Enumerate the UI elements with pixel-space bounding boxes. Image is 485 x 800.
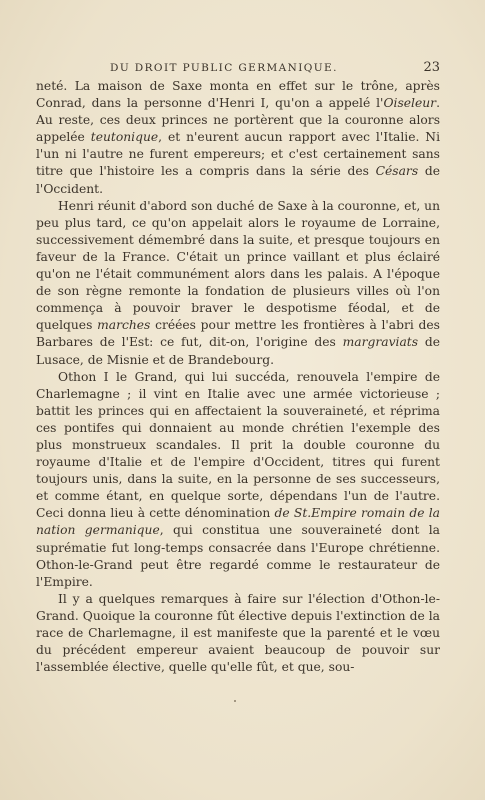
italic-text: de St.Empire romain de la nation germanique: [36, 506, 440, 538]
italic-text: Oiseleur: [383, 96, 437, 111]
italic-text: marches: [97, 318, 151, 333]
text-run: Henri réunit d'abord son duché de Saxe à la couronne, et, un peu plus tard, ce qu'on appelait alors le royaume de Lorraine, successivement démembré dans la suite, et presque toujours en faveur de la France. C'était un prince vaillant et plus éclairé qu'on ne l'était communément alors dans les palais. A l'époque de son règne remonte la fondation de plusieurs villes où l'on commença à pouvoir braver le despotisme féodal, et de quelques: [36, 198, 440, 333]
paragraph: [36, 591, 440, 676]
text-run: de l'Occident.: [36, 164, 440, 196]
text-run: neté. La maison de Saxe monta en effet sur le trône, après Conrad, dans la personne d'Henri I, qu'on a appelé l': [36, 79, 440, 111]
text-run: . Au reste, ces deux princes ne portèrent que la couronne alors appelée: [36, 96, 440, 145]
text-run: , qui constitua une souveraineté dont la suprématie fut long-temps consacrée dans l'Europe chrétienne. Othon-le-Grand peut être regardé comme le restaurateur de l'Empire.: [36, 523, 440, 589]
paragraph: [36, 78, 440, 198]
text-run: Il y a quelques remarques à faire sur l'élection d'Othon-le-Grand. Quoique la couronne fût élective depuis l'extinction de la race de Charlemagne, il est manifeste que la parenté et le vœu du précédent empereur avaient beaucoup de pouvoir sur l'assemblée élective, quelle qu'elle fût, et que, sou-: [36, 591, 440, 675]
body-text: [36, 78, 440, 676]
italic-text: teutonique: [90, 130, 159, 145]
page-number: 23: [423, 60, 440, 75]
page-header: [80, 60, 440, 78]
page-speck: [234, 700, 236, 702]
paragraph: [36, 198, 440, 369]
text-run: créées pour mettre les frontières à l'abri des Barbares de l'Est: ce fut, dit-on, l'origine des: [36, 318, 440, 350]
text-run: de Lusace, de Misnie et de Brandebourg.: [36, 335, 440, 367]
text-run: Othon I le Grand, qui lui succéda, renouvela l'empire de Charlemagne ; il vint en Italie avec une armée victorieuse ; battit les princes qui en affectaient la souveraineté, et réprima ces pontifes qui donnaient au monde chrétien l'exemple des plus monstrueux scandales. Il prit la double couronne du royaume d'Italie et de l'empire d'Occident, titres qui furent toujours unis, dans la suite, en la personne de ses successeurs, et comme étant, en quelque sorte, dépendans l'un de l'autre. Ceci donna lieu à cette dénomination: [36, 369, 440, 521]
italic-text: Césars: [375, 164, 419, 179]
running-title: DU DROIT PUBLIC GERMANIQUE.: [110, 62, 338, 74]
italic-text: margraviats: [342, 335, 419, 350]
text-run: , et n'eurent aucun rapport avec l'Italie. Ni l'un ni l'autre ne furent empereurs; et c'est certainement sans titre que l'histoire les a compris dans la série des: [36, 130, 441, 179]
paragraph: [36, 369, 440, 591]
